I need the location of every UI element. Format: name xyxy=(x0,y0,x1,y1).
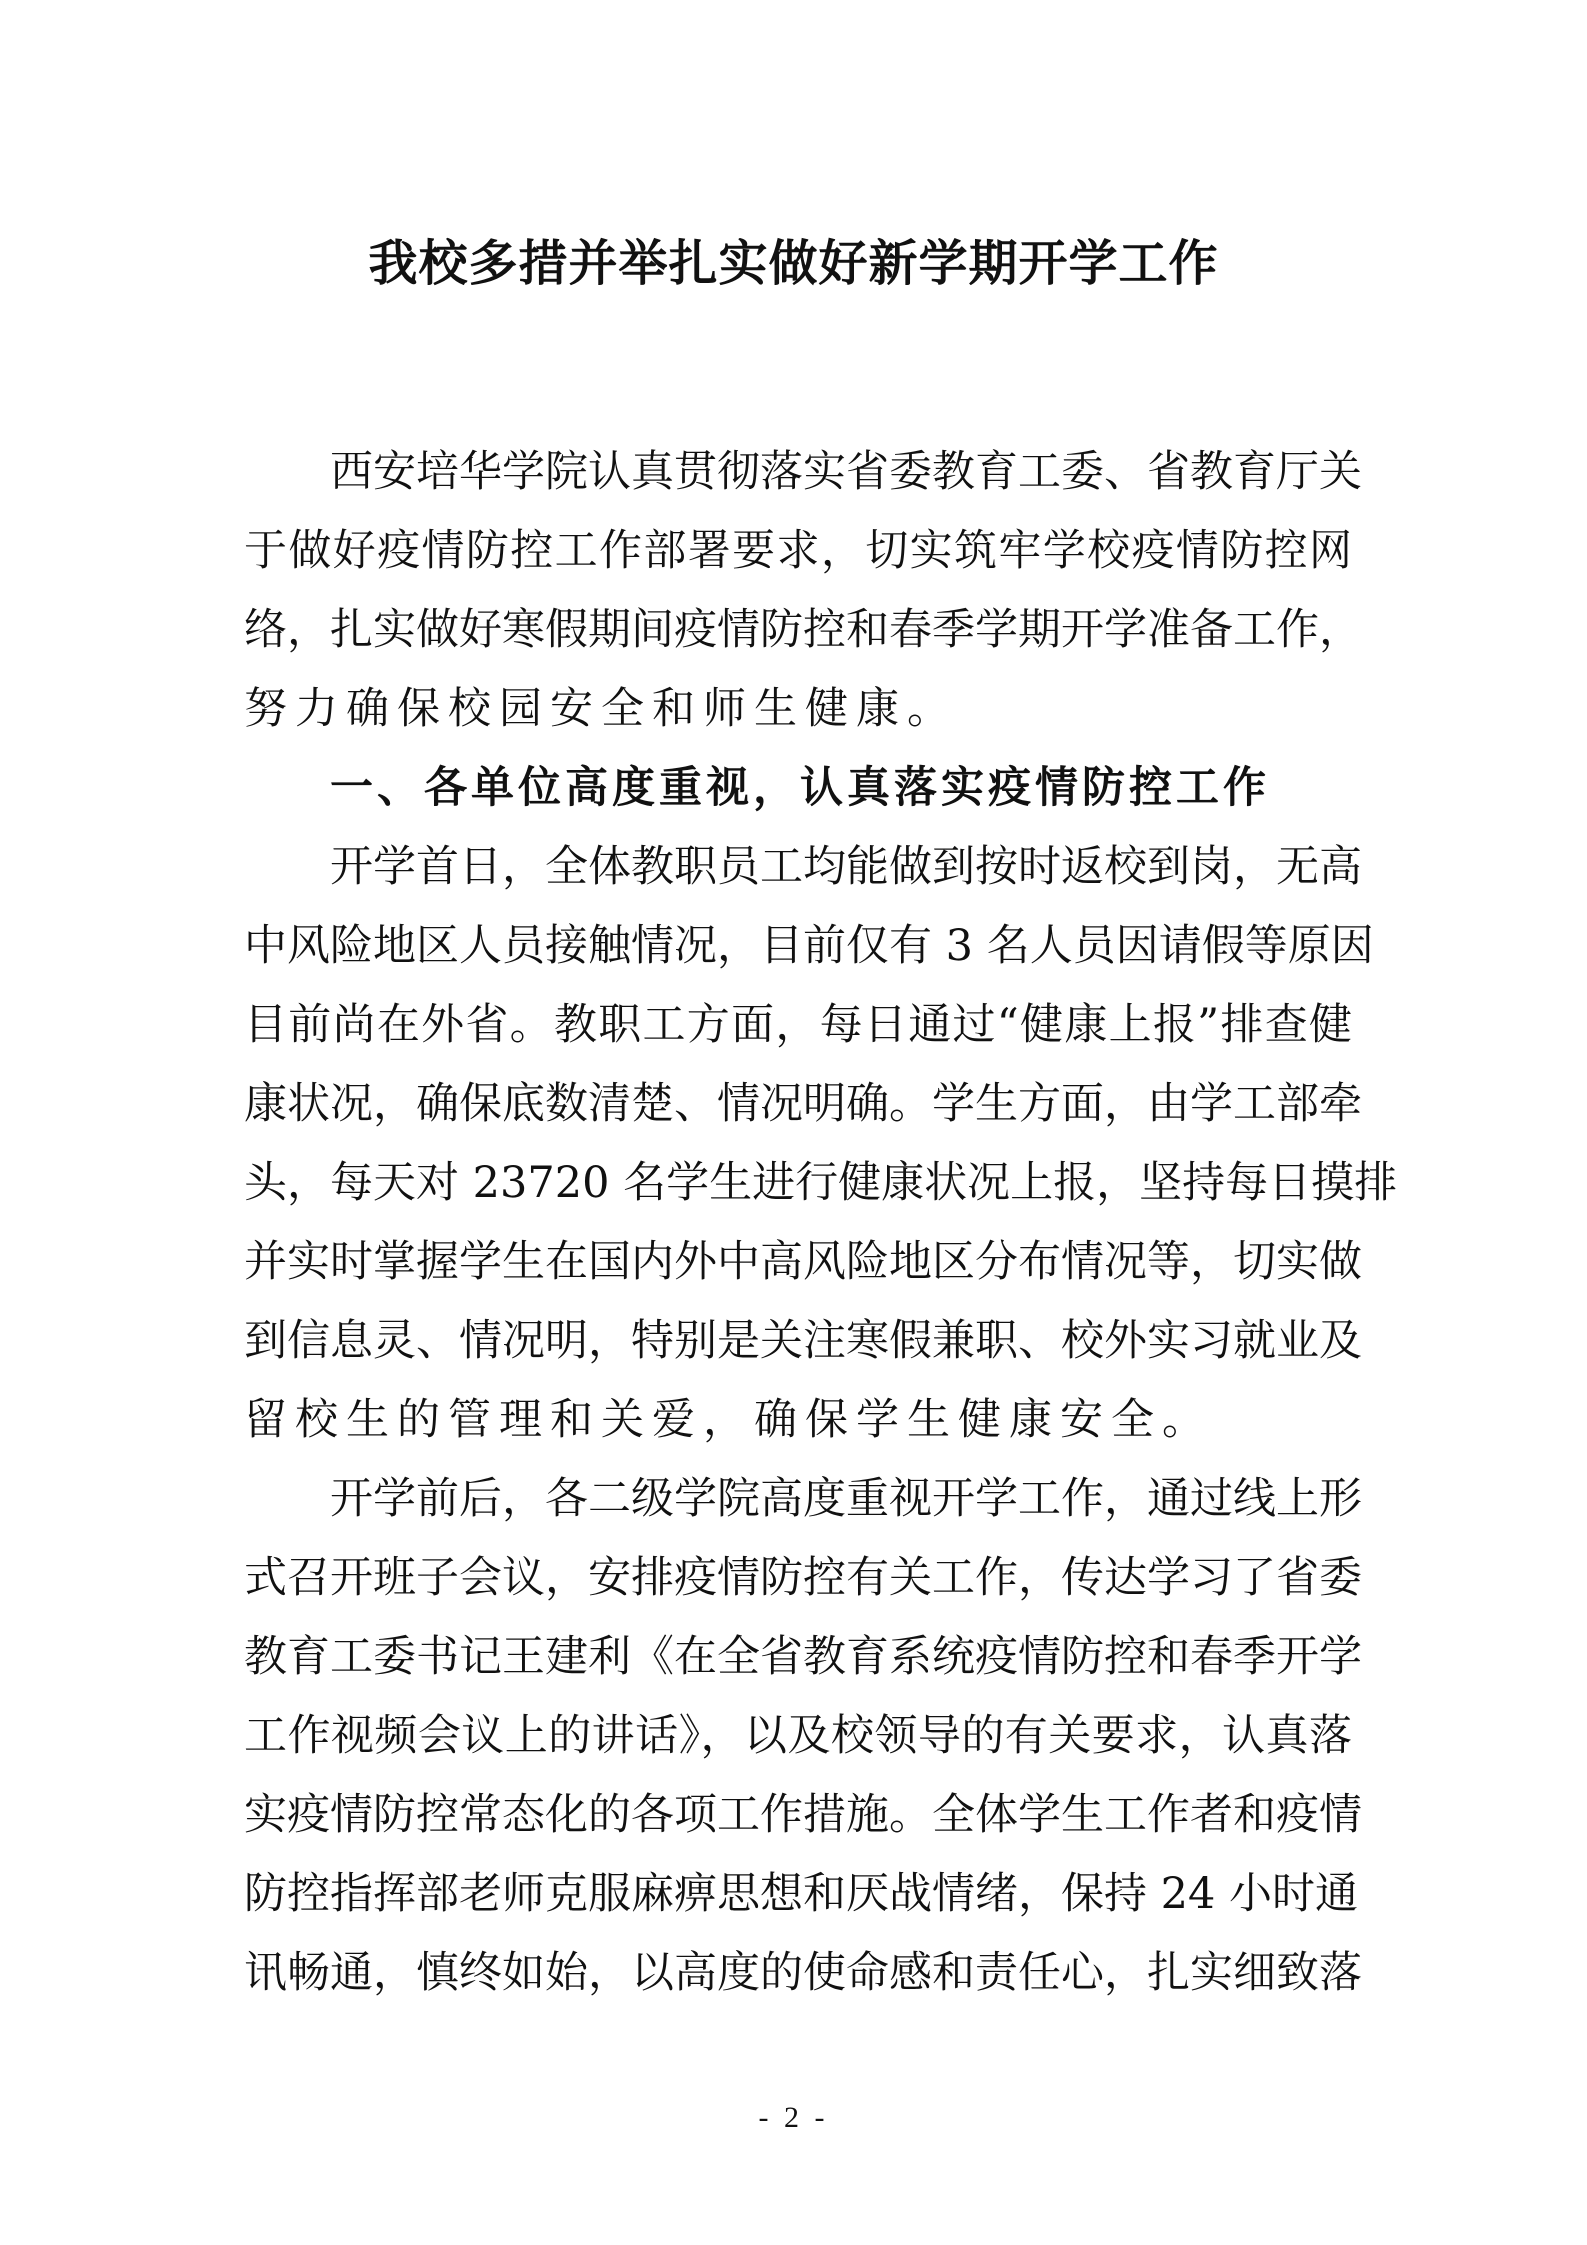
paragraph-2-line-6: 并实时掌握学生在国内外中高风险地区分布情况等，切实做 xyxy=(244,1237,1362,1287)
paragraph-1-line-4: 努力确保校园安全和师生健康。 xyxy=(244,684,958,734)
document-body xyxy=(244,433,1398,2013)
paragraph-3-line-1: 开学前后，各二级学院高度重视开学工作，通过线上形 xyxy=(330,1474,1362,1524)
paragraph-2-line-5: 头，每天对 23720 名学生进行健康状况上报，坚持每日摸排 xyxy=(244,1158,1398,1208)
paragraph-2-line-4: 康状况，确保底数清楚、情况明确。学生方面，由学工部牵 xyxy=(244,1079,1362,1129)
paragraph-2-line-3: 目前尚在外省。教职工方面，每日通过“健康上报”排查健 xyxy=(244,1000,1352,1050)
paragraph-3-line-5: 实疫情防控常态化的各项工作措施。全体学生工作者和疫情 xyxy=(244,1790,1362,1840)
paragraph-1-line-1: 西安培华学院认真贯彻落实省委教育工委、省教育厅关 xyxy=(330,447,1362,497)
paragraph-2-line-8: 留校生的管理和关爱，确保学生健康安全。 xyxy=(244,1395,1213,1445)
page-number: - 2 - xyxy=(758,2101,829,2134)
paragraph-2-line-2: 中风险地区人员接触情况，目前仅有 3 名人员因请假等原因 xyxy=(244,921,1374,971)
paragraph-3-line-7: 讯畅通，慎终如始，以高度的使命感和责任心，扎实细致落 xyxy=(244,1948,1362,1998)
paragraph-3-line-4: 工作视频会议上的讲话》，以及校领导的有关要求，认真落 xyxy=(244,1711,1352,1761)
document-title: 我校多措并举扎实做好新学期开学工作 xyxy=(368,234,1219,292)
paragraph-1-line-2: 于做好疫情防控工作部署要求，切实筑牢学校疫情防控网 xyxy=(244,526,1352,576)
paragraph-3-line-3: 教育工委书记王建利《在全省教育系统疫情防控和春季开学 xyxy=(244,1632,1362,1682)
paragraph-1-line-3: 络，扎实做好寒假期间疫情防控和春季学期开学准备工作， xyxy=(244,605,1362,655)
paragraph-2-line-1: 开学首日，全体教职员工均能做到按时返校到岗，无高 xyxy=(330,842,1362,892)
paragraph-2-line-7: 到信息灵、情况明，特别是关注寒假兼职、校外实习就业及 xyxy=(244,1316,1362,1366)
paragraph-3-line-2: 式召开班子会议，安排疫情防控有关工作，传达学习了省委 xyxy=(244,1553,1362,1603)
paragraph-3-line-6: 防控指挥部老师克服麻痹思想和厌战情绪，保持 24 小时通 xyxy=(244,1869,1359,1919)
section-heading: 一、各单位高度重视，认真落实疫情防控工作 xyxy=(330,763,1270,813)
